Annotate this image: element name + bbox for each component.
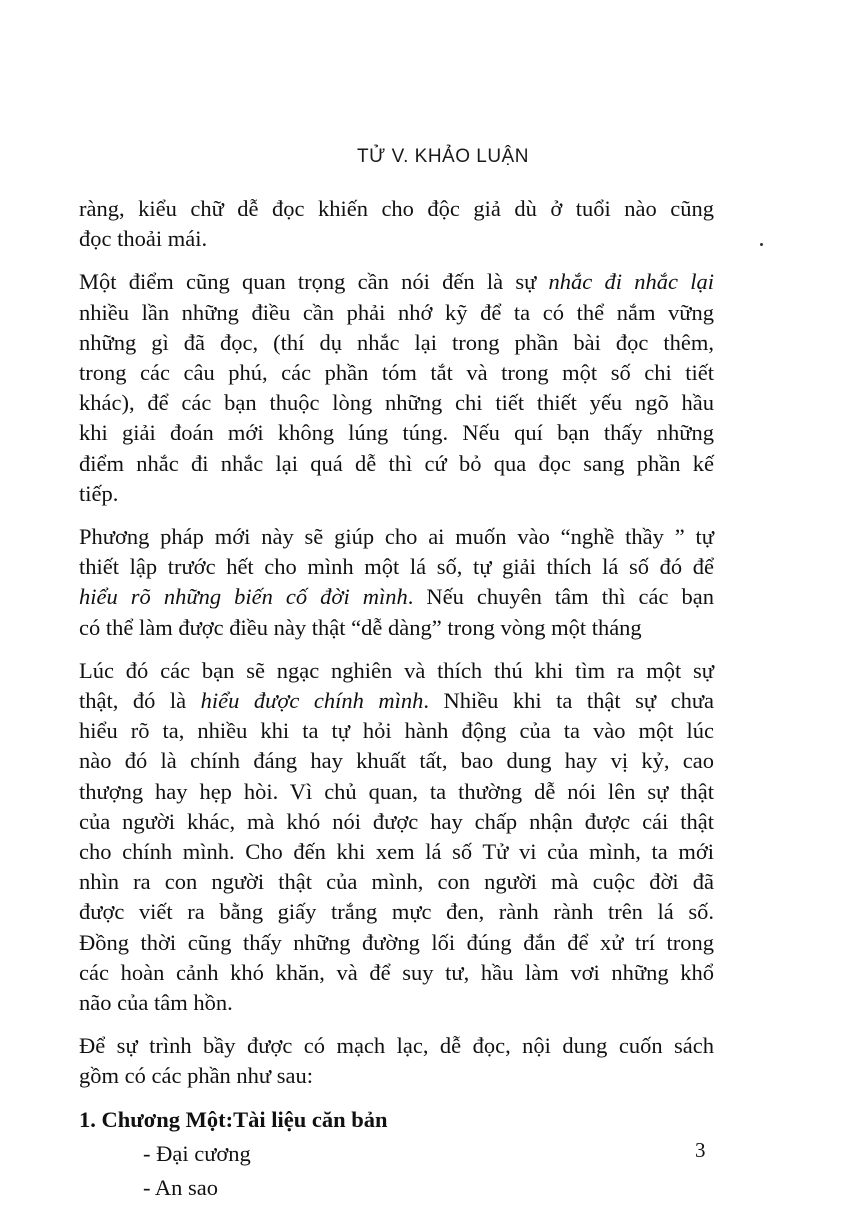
text-run: đọc thoải mái.	[79, 226, 208, 252]
text-run: ràng, kiểu chữ dễ đọc khiến cho độc giả dù ở tuổi nào cũng	[79, 196, 714, 221]
text-run: điểm nhắc đi nhắc lại quá dễ thì cứ bỏ qua đọc sang phần kế	[79, 450, 714, 476]
text-line	[79, 418, 714, 448]
text-run: thiết lập trước hết cho mình một lá số, tự giải thích lá số đó để	[79, 554, 714, 580]
text-run: những gì đã đọc, (thí dụ nhắc lại trong phần bài đọc thêm,	[79, 329, 714, 355]
text-run: thật, đó là	[79, 688, 201, 714]
text-run: các hoàn cảnh khó khăn, và để suy tư, hầu làm vơi những khổ	[79, 959, 714, 985]
text-run: hiểu rõ ta, nhiều khi ta tự hỏi hành động của ta vào một lúc	[79, 718, 714, 744]
italic-emphasis: nhắc đi nhắc lại	[548, 269, 714, 295]
text-line	[79, 522, 714, 552]
text-run: . Nếu chuyên tâm thì các bạn	[407, 584, 714, 610]
text-line	[79, 267, 714, 297]
list-item: - An sao	[143, 1175, 218, 1201]
text-run: nào đó là chính đáng hay khuất tất, bao dung hay vị kỷ, cao	[79, 748, 714, 774]
text-line	[79, 807, 714, 837]
text-run: não của tâm hồn.	[79, 990, 233, 1016]
text-line	[79, 479, 714, 509]
text-run: khác), để các bạn thuộc lòng những chi tiết thiết yếu ngõ hầu	[79, 390, 714, 416]
text-line	[79, 328, 714, 358]
text-run: Phương pháp mới này sẽ giúp cho ai muốn vào “nghề thầy ” tự	[79, 524, 714, 550]
paragraphs-container	[79, 194, 714, 1092]
body-text	[79, 194, 714, 1207]
text-run: Để sự trình bầy được có mạch lạc, dễ đọc, nội dung cuốn sách	[79, 1033, 714, 1059]
text-line	[79, 686, 714, 716]
text-run: gồm có các phần như sau:	[79, 1063, 313, 1089]
text-line	[79, 746, 714, 776]
paragraph	[79, 267, 714, 509]
text-line	[79, 582, 714, 612]
text-run: Lúc đó các bạn sẽ ngạc nghiên và thích thú khi tìm ra một sự	[79, 657, 714, 683]
list-item: - Đại cương	[143, 1140, 251, 1166]
text-line	[79, 928, 714, 958]
text-run: . Nhiều khi ta thật sự chưa	[423, 688, 714, 714]
text-run: nhìn ra con người thật của mình, con người mà cuộc đời đã	[79, 869, 714, 895]
text-run: của người khác, mà khó nói được hay chấp nhận được cái thật	[79, 808, 714, 834]
text-line	[79, 388, 714, 418]
text-line	[79, 777, 714, 807]
running-header: TỬ V. KHẢO LUẬN	[357, 146, 529, 167]
text-run: khi giải đoán mới không lúng túng. Nếu quí bạn thấy những	[79, 420, 714, 446]
text-line	[79, 837, 714, 867]
text-line	[79, 613, 714, 643]
text-run: Đồng thời cũng thấy những đường lối đúng đắn để xử trí trong	[79, 929, 714, 955]
text-line	[79, 656, 714, 686]
text-line	[79, 194, 714, 224]
text-line	[79, 358, 714, 388]
paragraph	[79, 522, 714, 643]
text-line	[79, 867, 714, 897]
italic-emphasis: hiểu được chính mình	[200, 688, 424, 714]
text-run: có thể làm được điều này thật “dễ dàng” trong vòng một tháng	[79, 614, 642, 640]
text-line	[79, 449, 714, 479]
text-run: được viết ra bằng giấy trắng mực đen, rành rành trên lá số.	[79, 899, 714, 925]
text-line	[79, 224, 714, 254]
text-line	[79, 1031, 714, 1061]
scan-speck	[760, 243, 763, 246]
text-line	[79, 716, 714, 746]
text-run: cho chính mình. Cho đến khi xem lá số Tử vi của mình, ta mới	[79, 839, 714, 865]
text-line	[79, 552, 714, 582]
paragraph	[79, 1031, 714, 1091]
text-line	[79, 1061, 714, 1091]
text-run: nhiều lần những điều cần phải nhớ kỹ để ta có thể nắm vững	[79, 299, 714, 325]
text-run: Một điểm cũng quan trọng cần nói đến là sự	[79, 269, 549, 295]
section-heading: 1. Chương Một:Tài liệu căn bản	[79, 1106, 388, 1132]
text-run: thượng hay hẹp hòi. Vì chủ quan, ta thường dễ nói lên sự thật	[79, 778, 714, 804]
italic-emphasis: hiểu rõ những biến cố đời mình	[79, 584, 408, 610]
text-line	[79, 988, 714, 1018]
paragraph	[79, 656, 714, 1018]
page-number: 3	[695, 1138, 706, 1162]
text-line	[79, 958, 714, 988]
text-line	[79, 298, 714, 328]
text-run: trong các câu phú, các phần tóm tắt và trong một số chi tiết	[79, 360, 714, 386]
text-run: tiếp.	[79, 480, 119, 506]
text-line	[79, 897, 714, 927]
paragraph	[79, 194, 714, 254]
